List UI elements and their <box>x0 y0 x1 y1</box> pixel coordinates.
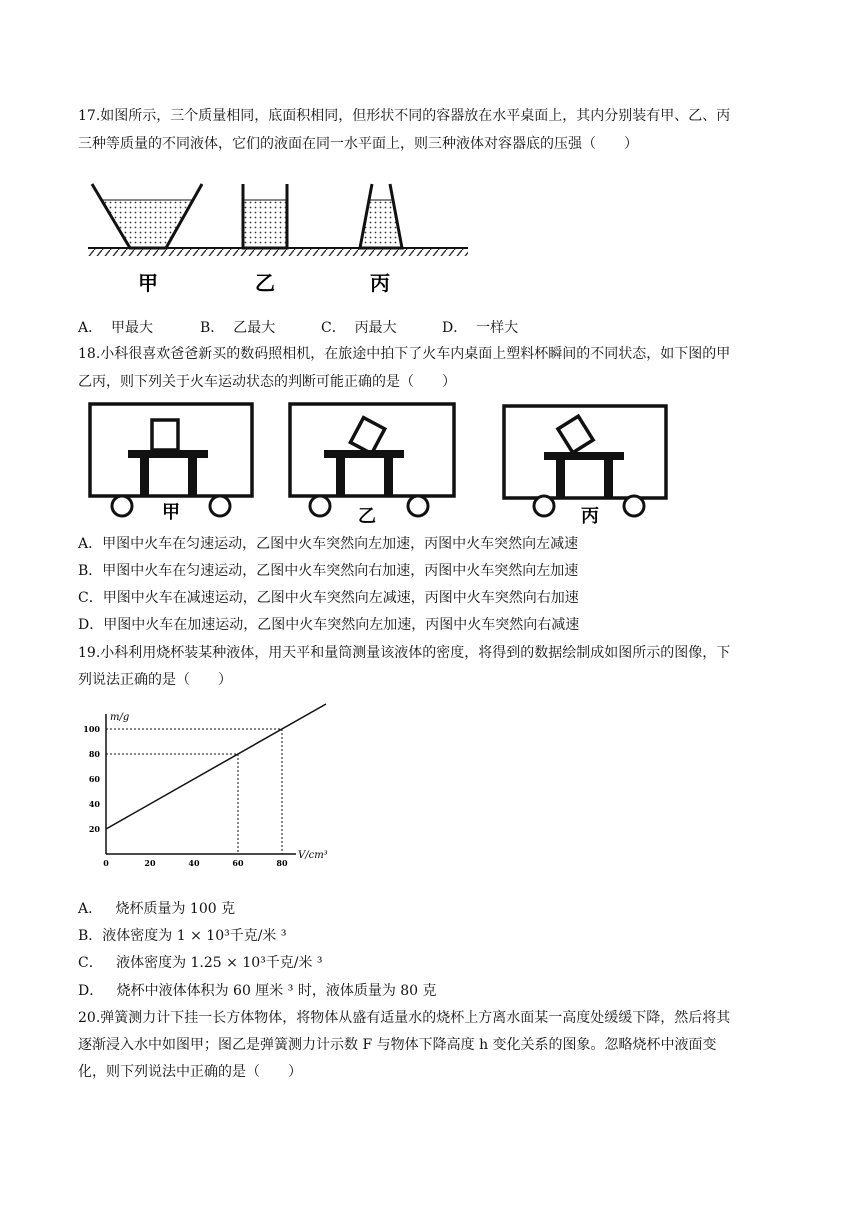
q17-option-a: A． 甲最大 <box>78 320 154 336</box>
x-tick-label: 20 <box>144 858 156 868</box>
q19-stem-line2: 列说法正确的是（ ） <box>78 672 232 688</box>
y-tick-label: 40 <box>88 799 100 809</box>
y-tick-label: 100 <box>83 724 100 734</box>
y-axis-label: m/g <box>110 712 130 723</box>
container-yi <box>243 184 287 248</box>
q18-figure <box>78 398 678 530</box>
q18-option-a: A．甲图中火车在匀速运动，乙图中火车突然向左加速，丙图中火车突然向左减速 <box>78 536 579 552</box>
train-car-bing <box>504 406 666 527</box>
q18-label-jia: 甲 <box>162 502 180 523</box>
q17-option-c: C． 丙最大 <box>321 320 397 336</box>
q17-label-bing: 丙 <box>370 271 390 295</box>
x-tick-label: 80 <box>276 858 288 868</box>
q17-label-jia: 甲 <box>138 271 158 295</box>
y-tick-label: 80 <box>88 749 100 759</box>
q19-chart <box>78 694 338 884</box>
train-car-yi <box>290 404 454 527</box>
q17-option-b: B． 乙最大 <box>200 320 276 336</box>
table-surface <box>88 248 468 256</box>
q18-option-d: D．甲图中火车在加速运动，乙图中火车突然向左加速，丙图中火车突然向右减速 <box>78 617 580 633</box>
q19-stem-line1: 19.小科利用烧杯装某种液体，用天平和量筒测量该液体的密度，将得到的数据绘制成如图所示的图像，下 <box>78 645 731 661</box>
x-tick-label: 0 <box>103 858 109 868</box>
q20-stem-line1: 20.弹簧测力计下挂一长方体物体，将物体从盛有适量水的烧杯上方离水面某一高度处缓缓下降，然后将其 <box>78 1010 731 1026</box>
y-tick-label: 60 <box>88 774 100 784</box>
train-car-jia <box>90 404 252 523</box>
q18-label-bing: 丙 <box>581 506 599 527</box>
q19-option-d: D． 烧杯中液体体积为 60 厘米 ³ 时，液体质量为 80 克 <box>78 983 437 999</box>
q18-stem-line1: 18.小科很喜欢爸爸新买的数码照相机，在旅途中拍下了火车内桌面上塑料杯瞬间的不同状态，如下图的甲 <box>78 346 731 362</box>
q18-label-yi: 乙 <box>358 506 376 527</box>
q18-stem-line2: 乙丙，则下列关于火车运动状态的判断可能正确的是（ ） <box>78 374 456 390</box>
q20-stem-line2: 逐渐浸入水中如图甲；图乙是弹簧测力计示数 F 与物体下降高度 h 变化关系的图象。忽略烧杯中液面变 <box>78 1037 717 1053</box>
q17-figure <box>78 170 478 305</box>
x-axis-label: V/cm³ <box>298 850 328 861</box>
q17-label-yi: 乙 <box>255 271 275 295</box>
container-bing <box>360 184 402 248</box>
x-tick-label: 40 <box>188 858 200 868</box>
q17-stem-line1: 17.如图所示，三个质量相同，底面积相同，但形状不同的容器放在水平桌面上，其内分别装有甲、乙、丙 <box>78 108 731 124</box>
q20-stem-line3: 化，则下列说法中正确的是（ ） <box>78 1064 302 1080</box>
q18-option-b: B．甲图中火车在匀速运动，乙图中火车突然向右加速，丙图中火车突然向左加速 <box>78 563 579 579</box>
container-jia <box>92 184 202 248</box>
q19-option-b: B．液体密度为 1 × 10³千克/米 ³ <box>78 928 287 944</box>
q18-option-c: C．甲图中火车在减速运动，乙图中火车突然向左减速，丙图中火车突然向右加速 <box>78 590 579 606</box>
y-tick-label: 20 <box>88 824 100 834</box>
q17-stem-line2: 三种等质量的不同液体，它们的液面在同一水平面上，则三种液体对容器底的压强（ ） <box>78 136 638 152</box>
q19-option-a: A． 烧杯质量为 100 克 <box>78 901 236 917</box>
q17-option-d: D． 一样大 <box>442 320 519 336</box>
data-series-line <box>106 704 326 829</box>
x-tick-label: 60 <box>232 858 244 868</box>
q19-option-c: C． 液体密度为 1.25 × 10³千克/米 ³ <box>78 955 323 971</box>
